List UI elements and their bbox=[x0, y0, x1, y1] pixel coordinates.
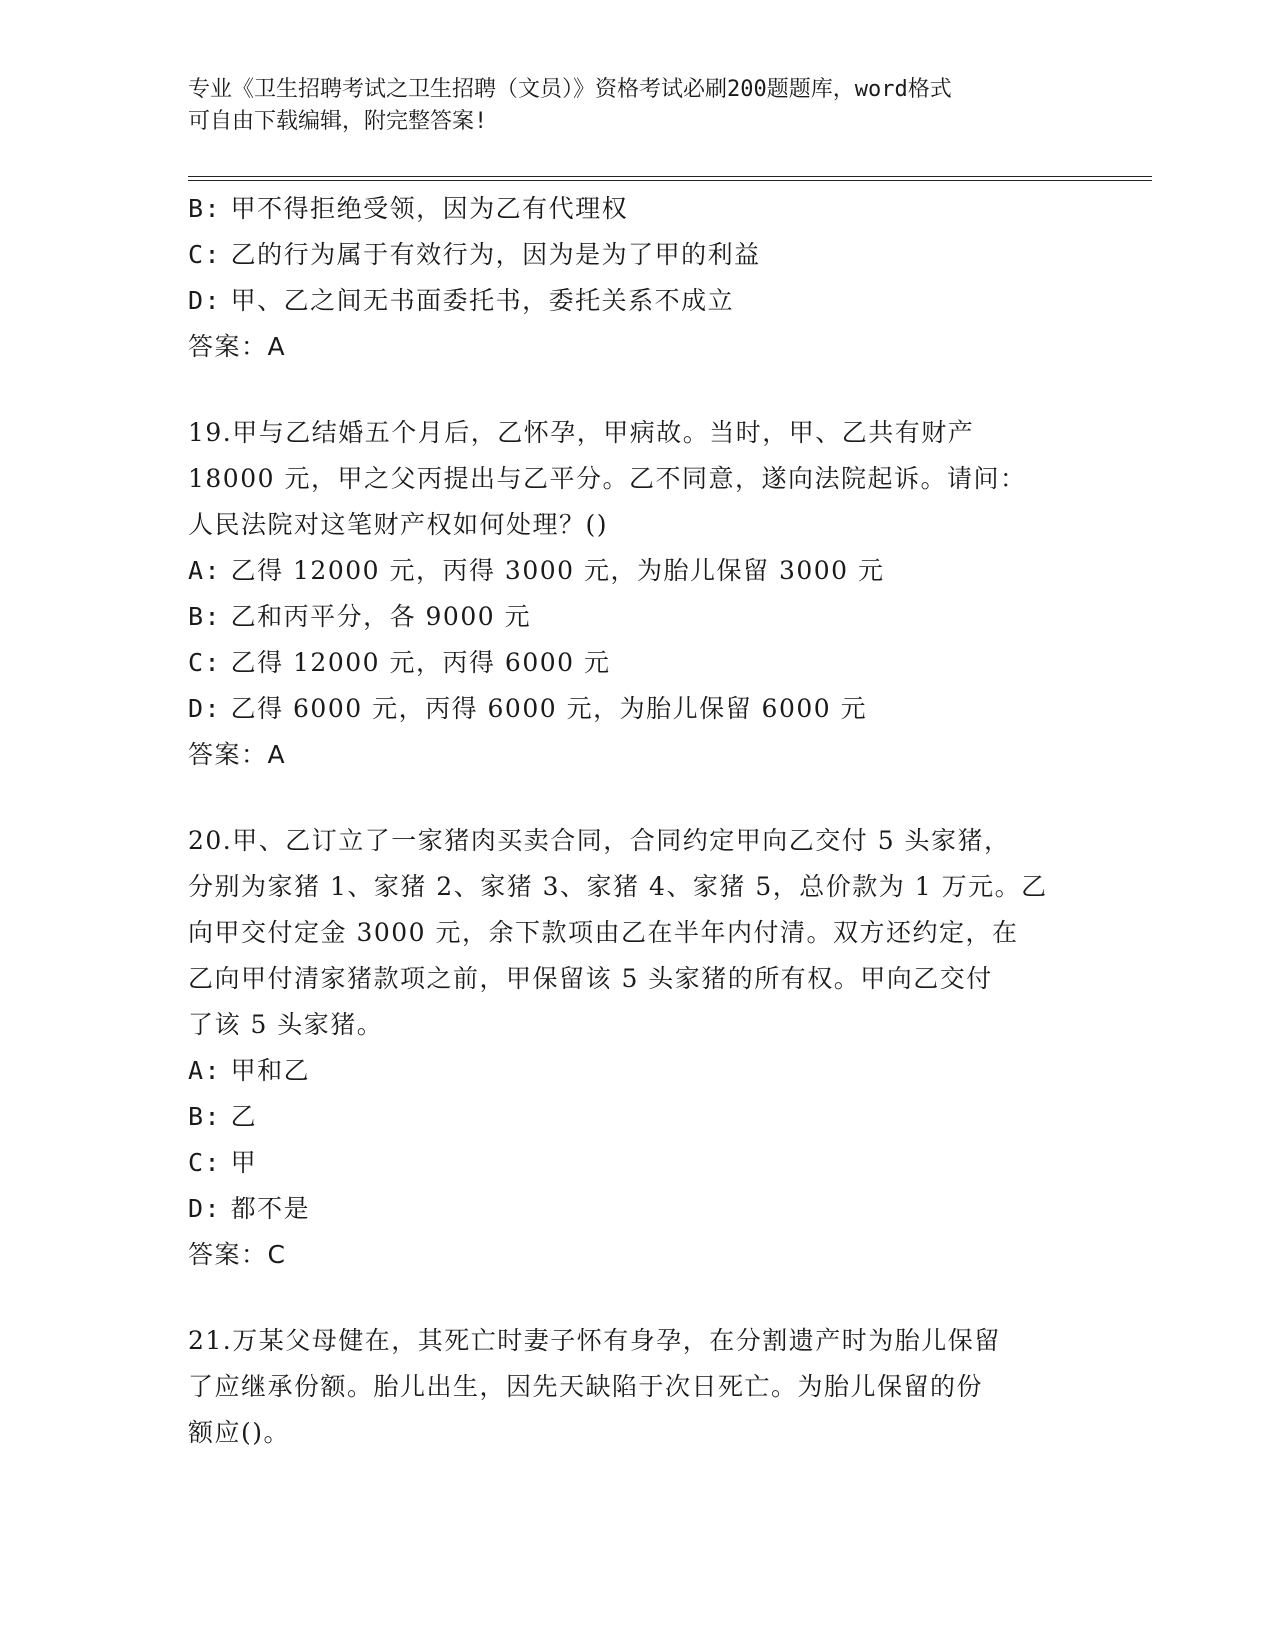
option-text: 甲 bbox=[230, 1148, 258, 1177]
spacer bbox=[188, 778, 1088, 818]
document-header bbox=[188, 74, 1068, 138]
option-d bbox=[188, 1186, 1088, 1232]
option-d bbox=[188, 686, 1088, 732]
question-list bbox=[188, 186, 1088, 1456]
option-text: 乙得 12000 元，丙得 6000 元 bbox=[230, 648, 611, 677]
option-c bbox=[188, 640, 1088, 686]
option-key: B: bbox=[188, 1102, 222, 1131]
option-b bbox=[188, 1094, 1088, 1140]
header-line-1: 专业《卫生招聘考试之卫生招聘（文员）》资格考试必刷200题题库，word格式 bbox=[188, 77, 952, 102]
option-text: 乙 bbox=[230, 1102, 258, 1131]
option-text: 甲、乙之间无书面委托书，委托关系不成立 bbox=[230, 286, 735, 315]
question-text-line: 分别为家猪 1、家猪 2、家猪 3、家猪 4、家猪 5，总价款为 1 万元。乙 bbox=[188, 872, 1048, 901]
option-key: B: bbox=[188, 602, 222, 631]
answer-line: 答案：C bbox=[188, 1240, 287, 1269]
option-b bbox=[188, 594, 1088, 640]
option-a bbox=[188, 1048, 1088, 1094]
option-key: D: bbox=[188, 1194, 222, 1223]
option-key: D: bbox=[188, 286, 222, 315]
option-key: C: bbox=[188, 1148, 222, 1177]
option-key: D: bbox=[188, 694, 222, 723]
header-divider bbox=[188, 176, 1152, 181]
option-text: 乙和丙平分，各 9000 元 bbox=[230, 602, 532, 631]
question-20 bbox=[188, 818, 1088, 1278]
option-text: 乙的行为属于有效行为，因为是为了甲的利益 bbox=[230, 240, 761, 269]
question-text-line: 18000 元，甲之父丙提出与乙平分。乙不同意，遂向法院起诉。请问： bbox=[188, 464, 1027, 493]
question-text-line: 向甲交付定金 3000 元，余下款项由乙在半年内付清。双方还约定，在 bbox=[188, 918, 1019, 947]
spacer bbox=[188, 370, 1088, 410]
option-key: B: bbox=[188, 194, 222, 223]
question-text-line: 了该 5 头家猪。 bbox=[188, 1010, 384, 1039]
question-18-tail bbox=[188, 186, 1088, 370]
option-text: 都不是 bbox=[230, 1194, 311, 1223]
spacer bbox=[188, 1278, 1088, 1318]
question-text-line: 21.万某父母健在，其死亡时妻子怀有身孕，在分割遗产时为胎儿保留 bbox=[188, 1326, 1001, 1355]
option-key: A: bbox=[188, 1056, 222, 1085]
option-c bbox=[188, 1140, 1088, 1186]
question-text-line: 人民法院对这笔财产权如何处理？() bbox=[188, 510, 609, 539]
question-21 bbox=[188, 1318, 1088, 1456]
option-key: C: bbox=[188, 240, 222, 269]
option-key: A: bbox=[188, 556, 222, 585]
question-text-line: 额应()。 bbox=[188, 1418, 291, 1447]
header-line-2: 可自由下载编辑，附完整答案! bbox=[188, 109, 488, 134]
option-a bbox=[188, 548, 1088, 594]
question-text-line: 乙向甲付清家猪款项之前，甲保留该 5 头家猪的所有权。甲向乙交付 bbox=[188, 964, 993, 993]
option-text: 甲不得拒绝受领，因为乙有代理权 bbox=[230, 194, 629, 223]
question-19 bbox=[188, 410, 1088, 778]
option-d bbox=[188, 278, 1088, 324]
question-text-line: 19.甲与乙结婚五个月后，乙怀孕，甲病故。当时，甲、乙共有财产 bbox=[188, 418, 975, 447]
option-b bbox=[188, 186, 1088, 232]
option-text: 乙得 12000 元，丙得 3000 元，为胎儿保留 3000 元 bbox=[230, 556, 885, 585]
answer-line: 答案：A bbox=[188, 740, 287, 769]
answer-line: 答案：A bbox=[188, 332, 287, 361]
option-c bbox=[188, 232, 1088, 278]
question-text-line: 20.甲、乙订立了一家猪肉买卖合同，合同约定甲向乙交付 5 头家猪， bbox=[188, 826, 1011, 855]
question-text-line: 了应继承份额。胎儿出生，因先天缺陷于次日死亡。为胎儿保留的份 bbox=[188, 1372, 984, 1401]
option-text: 乙得 6000 元，丙得 6000 元，为胎儿保留 6000 元 bbox=[230, 694, 868, 723]
option-text: 甲和乙 bbox=[230, 1056, 311, 1085]
option-key: C: bbox=[188, 648, 222, 677]
